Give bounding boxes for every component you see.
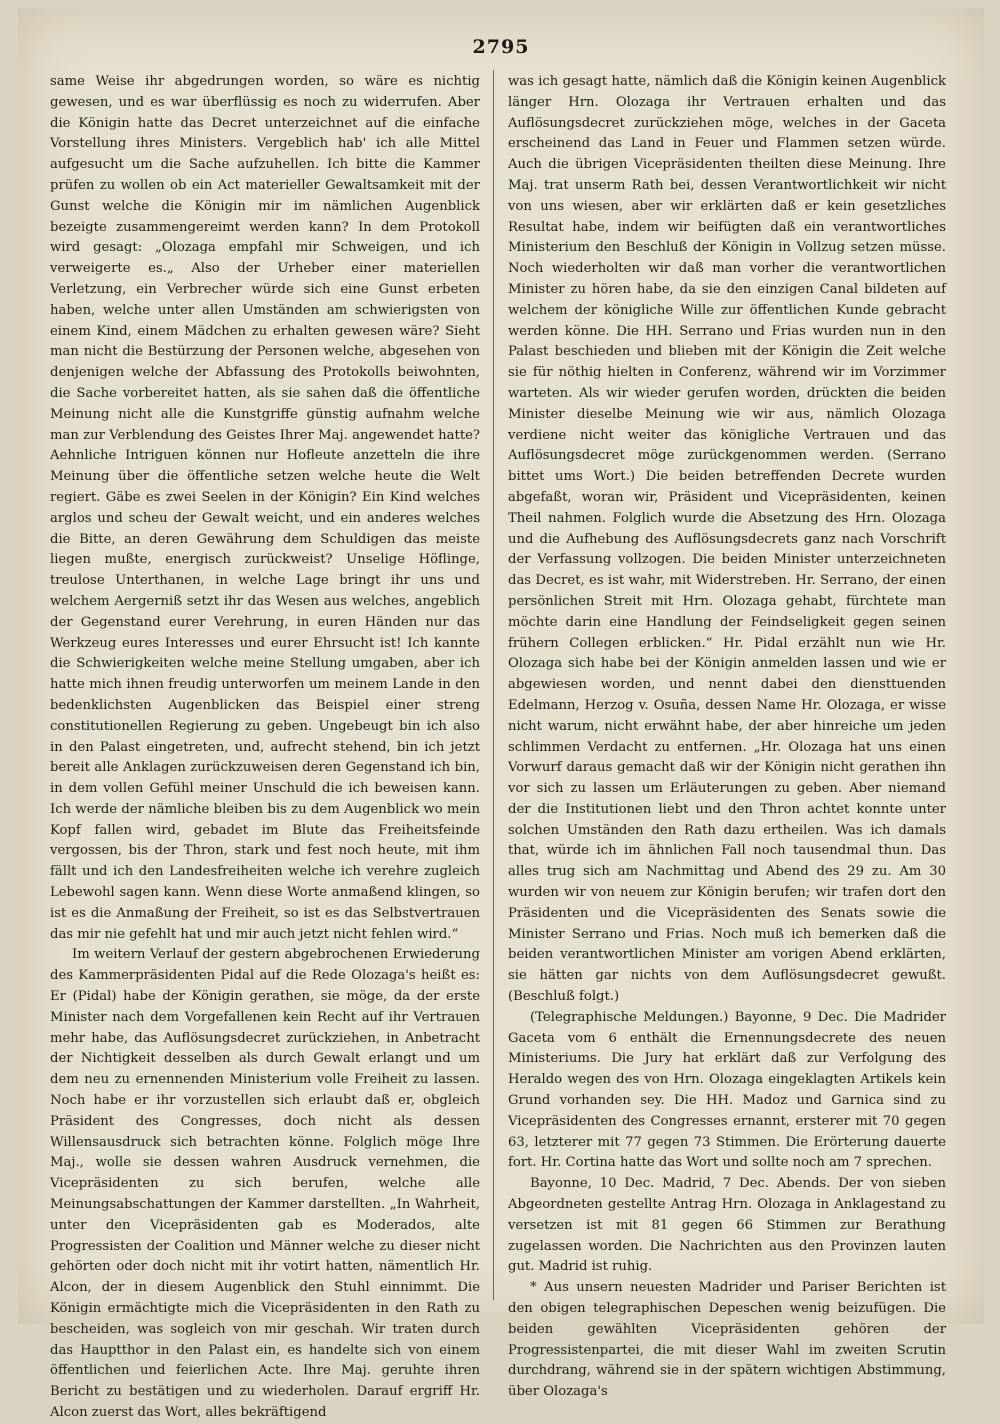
right-paragraph-4: * Aus unsern neuesten Madrider und Pariser Berichten ist den obigen telegraphischen Depeschen wenig beizufügen. Die beiden gewählten Vicepräsidenten gehören der Progressistenpartei, die mit dieser Wahl im zweiten Scrutin durchdrang, während sie in der spätern wichtigen Abstimmung, über Olozaga's (508, 1280, 946, 1400)
right-paragraph-1: was ich gesagt hatte, nämlich daß die Königin keinen Augenblick länger Hrn. Olozaga ihr Vertrauen erhalten und das Auflösungsdecret zurückziehen möge, welches in der Gaceta erscheinend das Land in Feuer und Flammen setzen würde. Auch die übrigen Vicepräsidenten theilten diese Meinung. Ihre Maj. trat unserm Rath bei, dessen Verantwortlichkeit wir nicht von uns wiesen, aber wir erklärten daß er kein gesetzliches Resultat habe, indem wir beifügten daß ein verantwortliches Ministerium den Beschluß der Königin in Vollzug setzen müsse. Noch wiederholten wir daß man vorher die verantwortlichen Minister zu hören habe, da sie den einzigen Canal bildeten auf welchem der königliche Wille zur öffentlichen Kunde gebracht werden könne. Die HH. Serrano und Frias wurden nun in den Palast beschieden und blieben mit der Königin die Zeit welche sie für nöthig hielten in Conferenz, während wir im Vorzimmer warteten. Als wir wieder gerufen worden, drückten die beiden Minister dieselbe Meinung wie wir aus, nämlich Olozaga verdiene nicht weiter das königliche Vertrauen und das Auflösungsdecret möge zurückgenommen werden. (Serrano bittet ums Wort.) Die beiden betreffenden Decrete wurden abgefaßt, woran wir, Präsident und Vicepräsidenten, keinen Theil nahmen. Folglich wurde die Absetzung des Hrn. Olozaga und die Aufhebung des Auflösungsdecrets ganz nach Vorschrift der Verfassung vollzogen. Die beiden Minister unterzeichneten das Decret, es ist wahr, mit Widerstreben. Hr. Serrano, der einen persönlichen Streit mit Hrn. Olozaga gehabt, fürchtete man möchte darin eine Handlung der Feindseligkeit gegen seinen frühern Collegen erblicken.“ Hr. Pidal erzählt nun wie Hr. Olozaga sich habe bei der Königin anmelden lassen und wie er abgewiesen worden, und nennt dabei den diensttuenden Edelmann, Herzog v. Osuña, dessen Name Hr. Olozaga, er wisse nicht warum, nicht erwähnt habe, der aber hinreiche um jeden schlimmen Verdacht zu entfernen. „Hr. Olozaga hat uns einen Vorwurf daraus gemacht daß wir der Königin nicht gerathen ihn vor sich zu lassen um Erläuterungen zu geben. Aber niemand der die Institutionen liebt und den Thron achtet konnte unter solchen Umständen den Rath dazu ertheilen. Was ich damals that, würde ich im ähnlichen Fall noch tausendmal thun. Das alles trug sich am Nachmittag und Abend des 29 zu. Am 30 wurden wir von neuem zur Königin berufen; wir trafen dort den Präsidenten und die Vicepräsidenten des Senats sowie die Minister Serrano und Frias. Noch muß ich bemerken daß die beiden verantwortlichen Minister am vorigen Abend erklärten, sie hätten gar nichts von dem Auflösungsdecret gewußt. (Beschluß folgt.) (508, 74, 946, 1005)
left-paragraph-1: same Weise ihr abgedrungen worden, so wäre es nichtig gewesen, und es war überflüssig es noch zu widerrufen. Aber die Königin hatte das Decret unterzeichnet auf die einfache Vorstellung ihres Ministers. Vergeblich hab' ich alle Mittel aufgesucht um die Sache aufzuhellen. Ich bitte die Kammer prüfen zu wollen ob ein Act materieller Gewaltsamkeit mit der Gunst welche die Königin mir im nämlichen Augenblick bezeigte zusammengereimt werden kann? In dem Protokoll wird gesagt: „Olozaga empfahl mir Schweigen, und ich verweigerte es.„ Also der Urheber einer materiellen Verletzung, ein Verbrecher würde sich eine Gunst erbeten haben, welche unter allen Umständen am schwierigsten von einem Kind, einem Mädchen zu erhalten gewesen wäre? Sieht man nicht die Bestürzung der Personen welche, abgesehen von denjenigen welche der Abfassung des Protokolls beiwohnten, die Sache vorbereitet hatten, als sie sahen daß die öffentliche Meinung nicht alle die Kunstgriffe günstig aufnahm welche man zur Verblendung des Geistes Ihrer Maj. angewendet hatte? Aehnliche Intriguen können nur Hofleute anzetteln die ihre Meinung über die öffentliche setzen welche heute die Welt regiert. Gäbe es zwei Seelen in der Königin? Ein Kind welches arglos und scheu der Gewalt weicht, und ein anderes welches die Bitte, an deren Gewährung dem Schuldigen das meiste liegen mußte, energisch zurückweist? Unselige Höflinge, treulose Unterthanen, in welche Lage bringt ihr uns und welchem Aergerniß setzt ihr das Wesen aus welches, angeblich der Gegenstand eurer Verehrung, in euren Händen nur das Werkzeug eures Interesses und eurer Ehrsucht ist! Ich kannte die Schwierigkeiten welche meine Stellung umgaben, aber ich hatte mich ihnen freudig unterworfen um meinem Lande in den bedenklichsten Augenblicken das Beispiel einer streng constitutionellen Regierung zu geben. Ungebeugt bin ich also in den Palast eingetreten, und, aufrecht stehend, bin ich jetzt bereit alle Anklagen zurückzuweisen deren Gegenstand ich bin, in dem vollen Gefühl meiner Unschuld die ich beweisen kann. Ich werde der nämliche bleiben bis zu dem Augenblick wo mein Kopf fallen wird, gebadet im Blute das Freiheitsfeinde vergossen, bis der Thron, stark und fest noch heute, mit ihm fällt und ich den Landesfreiheiten welche ich verehre zugleich Lebewohl sagen kann. Wenn diese Worte anmaßend klingen, so ist es die Anmaßung der Freiheit, so ist es das Selbstvertrauen das mir nie gefehlt hat und mir auch jetzt nicht fehlen wird.“ (50, 74, 480, 942)
page-number: 2795 (472, 36, 530, 58)
left-column (50, 72, 480, 1420)
column-divider (493, 70, 494, 1300)
right-paragraph-2: (Telegraphische Meldungen.) Bayonne, 9 Dec. Die Madrider Gaceta vom 6 enthält die Ernennungsdecrete des neuen Ministeriums. Die Jury hat erklärt daß zur Verfolgung des Heraldo wegen des von Hrn. Olozaga eingeklagten Artikels kein Grund vorhanden sey. Die HH. Madoz und Garnica sind zu Vicepräsidenten des Congresses ernannt, ersterer mit 70 gegen 63, letzterer mit 77 gegen 73 Stimmen. Die Erörterung dauerte fort. Hr. Cortina hatte das Wort und sollte noch am 7 sprechen. (508, 1009, 946, 1171)
left-paragraph-2: Im weitern Verlauf der gestern abgebrochenen Erwiederung des Kammerpräsidenten Pidal auf die Rede Olozaga's heißt es: Er (Pidal) habe der Königin gerathen, sie möge, da der erste Minister nach dem Vorgefallenen kein Recht auf ihr Vertrauen mehr habe, das Auflösungsdecret zurückziehen, in Anbetracht der Nichtigkeit desselben als durch Gewalt erlangt und um dem neu zu ernennenden Ministerium volle Freiheit zu lassen. Noch habe er ihr vorzustellen sich erlaubt daß er, obgleich Präsident des Congresses, doch nicht als dessen Willensausdruck sich betrachten könne. Folglich möge Ihre Maj., wolle sie dessen wahren Ausdruck vernehmen, die Vicepräsidenten zu sich berufen, welche alle Meinungsabschattungen der Kammer darstellten. „In Wahrheit, unter den Vicepräsidenten gab es Moderados, alte Progressisten der Coalition und Männer welche zu dieser nicht gehörten oder doch nicht mit ihr votirt hatten, nämentlich Hr. Alcon, der in diesem Augenblick den Stuhl einnimmt. Die Königin ermächtigte mich die Vicepräsidenten in den Rath zu bescheiden, was sogleich von mir geschah. Wir traten durch das Hauptthor in den Palast ein, es handelte sich von einem öffentlichen und feierlichen Acte. Ihre Maj. geruhte ihren Bericht zu bestätigen und zu wiederholen. Darauf ergriff Hr. Alcon zuerst das Wort, alles bekräftigend (50, 947, 480, 1420)
newspaper-page (18, 8, 984, 1420)
right-paragraph-3: Bayonne, 10 Dec. Madrid, 7 Dec. Abends. Der von sieben Abgeordneten gestellte Antrag Hrn. Olozaga in Anklagestand zu versetzen ist mit 81 gegen 66 Stimmen zur Berathung zugelassen worden. Die Nachrichten aus den Provinzen lauten gut. Madrid ist ruhig. (508, 1176, 946, 1275)
right-column (508, 72, 946, 1400)
